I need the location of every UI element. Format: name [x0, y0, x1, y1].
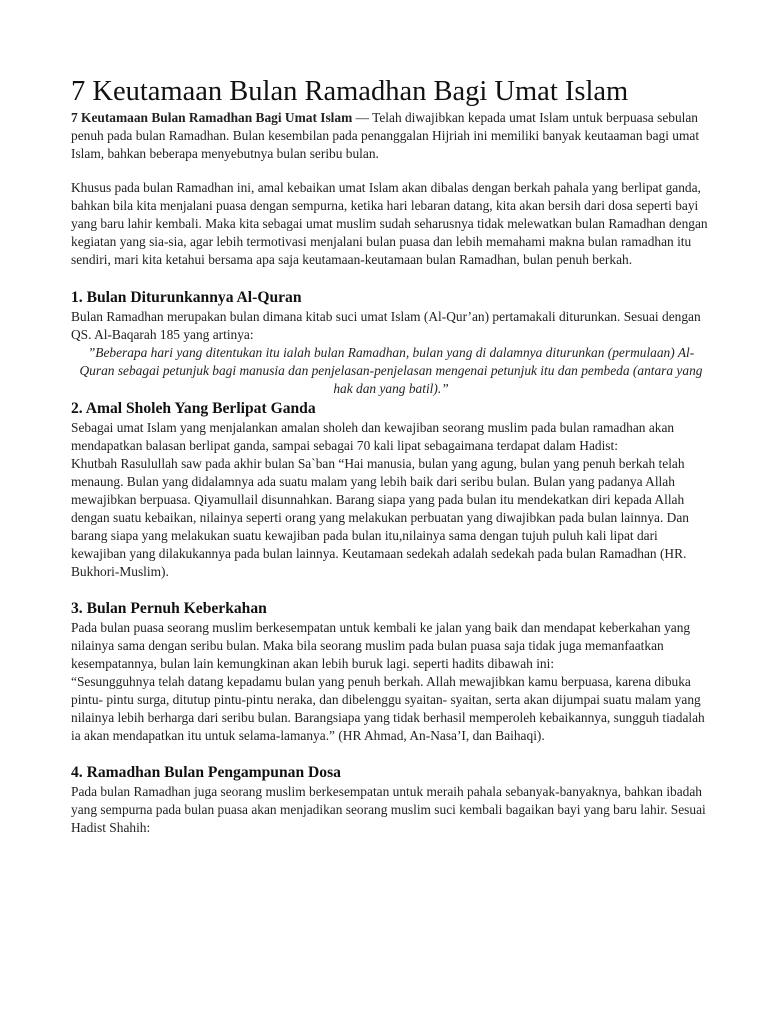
section-1-heading: 1. Bulan Diturunkannya Al-Quran — [71, 289, 302, 306]
section-3-paragraph: Pada bulan puasa seorang muslim berkesempatan untuk kembali ke jalan yang baik dan mendapat keberkahan yang nilainya sama dengan seribu bulan. Maka bila seorang muslim pada bulan puasa saja tidak juga memanfaatkan kesempatannya, bulan lain kemungkinan akan lebih buruk lagi. seperti hadits dibawah ini: — [71, 620, 691, 671]
article-body — [71, 74, 711, 837]
section-2-paragraph: Sebagai umat Islam yang menjalankan amalan sholeh dan kewajiban seorang muslim pada bulan ramadhan akan mendapatkan balasan berlipat ganda, sampai sebagai 70 kali lipat sebagaimana terdapat dalam Hadist: — [71, 420, 675, 453]
intro-paragraph-2: Khusus pada bulan Ramadhan ini, amal kebaikan umat Islam akan dibalas dengan berkah pahala yang berlipat ganda, bahkan bila kita menjalani puasa dengan sempurna, ketika hari lebaran datang, kita akan bersih dari dosa seperti bayi yang baru lahir kembali. Maka kita sebagai umat muslim sudah seharusnya tidak melewatkan bulan Ramadhan dengan kegiatan yang sia-sia, agar lebih termotivasi menjalani bulan puasa dan lebih memahami makna bulan ramadhan itu sendiri, mari kita ketahui bersama apa saja keutamaan-keutamaan bulan Ramadhan, bulan penuh berkah. — [71, 180, 708, 267]
section-4-heading: 4. Ramadhan Bulan Pengampunan Dosa — [71, 764, 341, 781]
intro-paragraph — [71, 109, 711, 163]
section-1-paragraph: Bulan Ramadhan merupakan bulan dimana kitab suci umat Islam (Al-Qur’an) pertamakali diturunkan. Sesuai dengan QS. Al-Baqarah 185 yang artinya: — [71, 309, 701, 342]
section-2-paragraph-2: Khutbah Rasulullah saw pada akhir bulan Sa`ban “Hai manusia, bulan yang agung, bulan yang penuh berkah telah menaung. Bulan yang didalamnya ada suatu malam yang lebih baik dari seribu bulan. Bulan yang padanya Allah mewajibkan berpuasa. Qiyamullail disunnahkan. Barang siapa yang pada bulan itu mendekatkan diri kepada Allah dengan suatu kebaikan, nilainya seperti orang yang melakukan perbuatan yang diwajibkan pada bulan lainnya. Dan barang siapa yang melakukan suatu kewajiban pada bulan itu,nilainya sama dengan tujuh puluh kali lipat dari kewajiban yang dilakukannya pada bulan lainnya. Keutamaan sedekah adalah sedekah pada bulan Ramadhan (HR. Bukhori-Muslim). — [71, 456, 689, 579]
section-3-paragraph-2: “Sesungguhnya telah datang kepadamu bulan yang penuh berkah. Allah mewajibkan kamu berpuasa, karena dibuka pintu- pintu surga, ditutup pintu-pintu neraka, dan dibelenggu syaitan- syaitan, serta akan dijumpai suatu malam yang nilainya lebih berharga dari seribu bulan. Barangsiapa yang tidak berhasil memperoleh kebaikannya, sungguh tiadalah ia akan mendapatkan itu untuk selama-lamanya.” (HR Ahmad, An-Nasa’I, dan Baihaqi). — [71, 674, 705, 743]
section-2-heading: 2. Amal Sholeh Yang Berlipat Ganda — [71, 400, 316, 417]
section-4-paragraph: Pada bulan Ramadhan juga seorang muslim berkesempatan untuk meraih pahala sebanyak-banyaknya, bahkan ibadah yang sempurna pada bulan puasa akan menjadikan seorang muslim suci kembali bagaikan bayi yang baru lahir. Sesuai Hadist Shahih: — [71, 784, 706, 835]
section-1-quote: ”Beberapa hari yang ditentukan itu ialah bulan Ramadhan, bulan yang di dalamnya diturunkan (permulaan) Al-Quran sebagai petunjuk bagi manusia dan penjelasan-penjelasan mengenai petunjuk itu dan pembeda (antara yang hak dan yang batil).” — [79, 345, 703, 396]
intro-lead-rest: — Telah diwajibkan kepada umat Islam untuk berpuasa sebulan penuh pada bulan Ramadhan. Bulan kesembilan pada penanggalan Hijriah ini memiliki banyak keutaaman bagi umat Islam, bahkan beberapa menyebutnya bulan seribu bulan. — [71, 110, 700, 161]
intro-lead-bold: 7 Keutamaan Bulan Ramadhan Bagi Umat Islam — [71, 110, 353, 125]
article-title: 7 Keutamaan Bulan Ramadhan Bagi Umat Islam — [71, 76, 629, 107]
section-3-heading: 3. Bulan Pernuh Keberkahan — [71, 600, 267, 617]
